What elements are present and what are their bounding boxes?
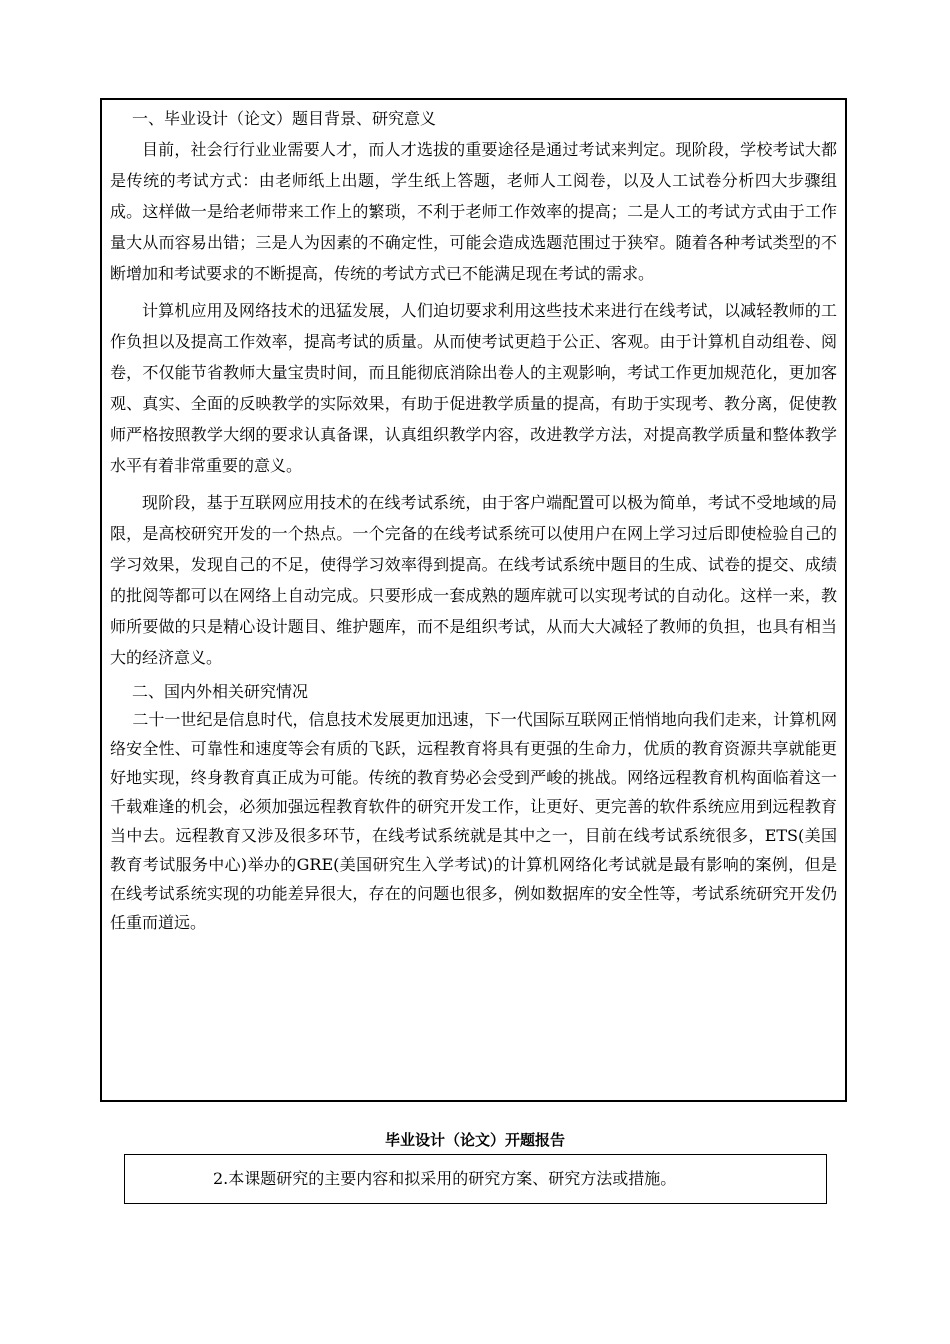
section1-heading: 一、毕业设计（论文）题目背景、研究意义 [132,109,437,128]
report-item-box [124,1154,827,1204]
report-item-2: 2.本课题研究的主要内容和拟采用的研究方案、研究方法或措施。 [213,1169,677,1188]
section1-paragraph-2: 计算机应用及网络技术的迅猛发展，人们迫切要求利用这些技术来进行在线考试，以减轻教师的工作负担以及提高工作效率，提高考试的质量。从而使考试更趋于公正、客观。由于计算机自动组卷、阅卷，不仅能节省教师大量宝贵时间，而且能彻底消除出卷人的主观影响，考试工作更加规范化，更加客观、真实、全面的反映教学的实际效果，有助于促进教学质量的提高，有助于实现考、教分离，促使教师严格按照教学大纲的要求认真备课，认真组织教学内容，改进教学方法，对提高教学质量和整体教学水平有着非常重要的意义。 [110,301,837,475]
background-section-box [100,98,847,1102]
section2-paragraph: 二十一世纪是信息时代，信息技术发展更加迅速，下一代国际互联网正悄悄地向我们走来，计算机网络安全性、可靠性和速度等会有质的飞跃，远程教育将具有更强的生命力，优质的教育资源共享就能更好地实现，终身教育真正成为可能。传统的教育势必会受到严峻的挑战。网络远程教育机构面临着这一千载难逢的机会，必须加强远程教育软件的研究开发工作，让更好、更完善的软件系统应用到远程教育当中去。远程教育又涉及很多环节，在线考试系统就是其中之一，目前在线考试系统很多，ETS(美国教育考试服务中心)举办的GRE(美国研究生入学考试)的计算机网络化考试就是最有影响的案例，但是在线考试系统实现的功能差异很大，存在的问题也很多，例如数据库的安全性等，考试系统研究开发仍任重而道远。 [110,710,837,932]
background-section-content [110,106,837,943]
section2-heading: 二、国内外相关研究情况 [132,682,309,701]
section1-paragraph-1: 目前，社会行行业业需要人才，而人才选拔的重要途径是通过考试来判定。现阶段，学校考试大都是传统的考试方式：由老师纸上出题，学生纸上答题，老师人工阅卷，以及人工试卷分析四大步骤组成。这样做一是给老师带来工作上的繁琐，不利于老师工作效率的提高；二是人工的考试方式由于工作量大从而容易出错；三是人为因素的不确定性，可能会造成选题范围过于狭窄。随着各种考试类型的不断增加和考试要求的不断提高，传统的考试方式已不能满足现在考试的需求。 [110,140,837,283]
section1-paragraph-3: 现阶段，基于互联网应用技术的在线考试系统，由于客户端配置可以极为简单，考试不受地域的局限，是高校研究开发的一个热点。一个完备的在线考试系统可以使用户在网上学习过后即使检验自己的学习效果，发现自己的不足，使得学习效率得到提高。在线考试系统中题目的生成、试卷的提交、成绩的批阅等都可以在网络上自动完成。只要形成一套成熟的题库就可以实现考试的自动化。这样一来，教师所要做的只是精心设计题目、维护题库，而不是组织考试，从而大大减轻了教师的负担，也具有相当大的经济意义。 [110,493,837,667]
report-title: 毕业设计（论文）开题报告 [384,1131,565,1149]
